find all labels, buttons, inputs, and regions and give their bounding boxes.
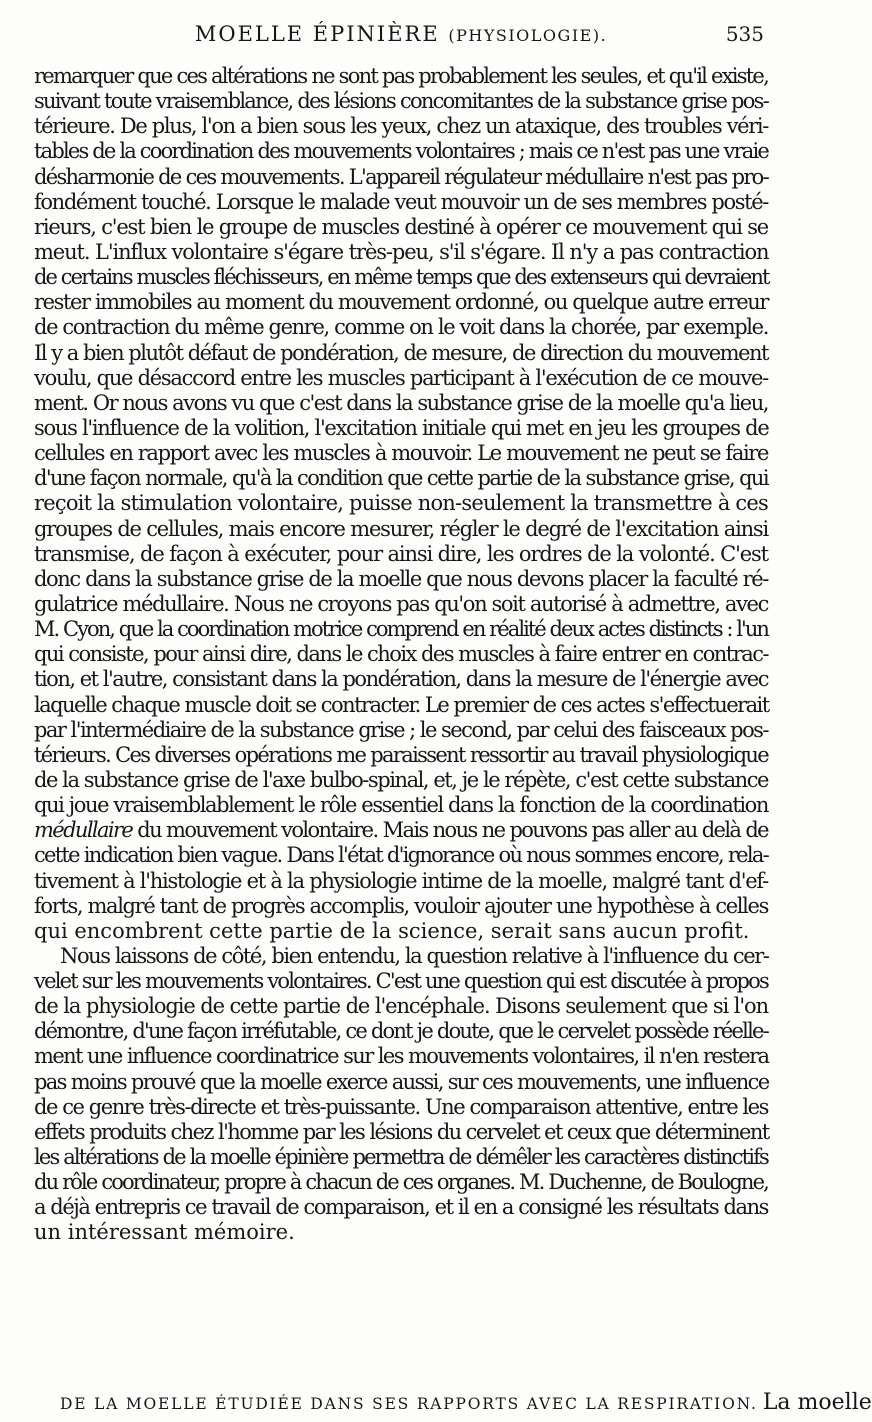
text-line: médullaire du mouvement volontaire. Mais nous ne pouvons pas aller au delà de (34, 818, 768, 843)
text-line: pas moins prouvé que la moelle exerce aussi, sur ces mouvements, une influence (34, 1069, 769, 1094)
text-line: du rôle coordinateur, propre à chacun de ces organes. M. Duchenne, de Boulogne, (34, 1170, 768, 1195)
text-line: reçoit la stimulation volontaire, puisse non-seulement la transmettre à ces (34, 491, 768, 516)
text-line: velet sur les mouvements volontaires. C'est une question qui est discutée à propos (34, 969, 768, 994)
text-line: térieurs. Ces diverses opérations me paraissent ressortir au travail physiologique (34, 742, 769, 767)
text-line: gulatrice médullaire. Nous ne croyons pas qu'on soit autorisé à admettre, avec (34, 591, 768, 616)
text-line: voulu, que désaccord entre les muscles participant à l'exécution de ce mouve- (34, 365, 768, 390)
text-line: suivant toute vraisemblance, des lésions concomitantes de la substance grise pos- (34, 89, 768, 114)
text-line: tables de la coordination des mouvements volontaires ; mais ce n'est pas une vraie (34, 139, 768, 164)
text-line: d'une façon normale, qu'à la condition que cette partie de la substance grise, qui (34, 466, 768, 491)
text-line: térieure. De plus, l'on a bien sous les yeux, chez un ataxique, des troubles véri- (34, 114, 768, 139)
text-line: rieurs, c'est bien le groupe de muscles destiné à opérer ce mouvement qui se (34, 214, 768, 239)
text-line: effets produits chez l'homme par les lésions du cervelet et ceux que déterminent (34, 1119, 769, 1144)
text-line: de contraction du même genre, comme on le voit dans la chorée, par exemple. (34, 315, 768, 340)
running-title (34, 22, 768, 46)
section-heading-rest: La moelle (762, 1390, 872, 1415)
text-line: laquelle chaque muscle doit se contracter. Le premier de ces actes s'effectuerait (34, 692, 769, 717)
text-line: de ce genre très-directe et très-puissante. Une comparaison attentive, entre les (34, 1094, 768, 1119)
text-line: fondément touché. Lorsque le malade veut mouvoir un de ses membres posté- (34, 189, 768, 214)
text-line: de la physiologie de cette partie de l'encéphale. Disons seulement que si l'on (34, 994, 768, 1019)
text-line: démontre, d'une façon irréfutable, ce dont je doute, que le cervelet possède réelle- (34, 1019, 768, 1044)
body-text (34, 64, 768, 1246)
text-line: qui joue vraisemblablement le rôle essentiel dans la fonction de la coordination (34, 793, 768, 818)
text-line: un intéressant mémoire. (34, 1220, 295, 1245)
section-heading (60, 1388, 872, 1418)
page-number: 535 (725, 22, 764, 46)
header-title: MOELLE ÉPINIÈRE (194, 22, 440, 46)
text-line: qui consiste, pour ainsi dire, dans le choix des muscles à faire entrer en contrac- (34, 642, 768, 667)
text-line: sous l'influence de la volition, l'excitation initiale qui met en jeu les groupes de (34, 415, 769, 440)
text-line: donc dans la substance grise de la moelle que nous devons placer la faculté ré- (34, 566, 768, 591)
text-line: groupes de cellules, mais encore mesurer, régler le degré de l'excitation ainsi (34, 516, 768, 541)
text-line: forts, malgré tant de progrès accomplis, vouloir ajouter une hypothèse à celles (34, 893, 768, 918)
text-line: rester immobiles au moment du mouvement ordonné, ou quelque autre erreur (34, 290, 768, 315)
text-line: cellules en rapport avec les muscles à mouvoir. Le mouvement ne peut se faire (34, 441, 768, 466)
text-line: a déjà entrepris ce travail de comparaison, et il en a consigné les résultats dans (34, 1195, 768, 1220)
text-line: les altérations de la moelle épinière permettra de démêler les caractères distinctifs (34, 1145, 768, 1170)
text-line: tivement à l'histologie et à la physiologie intime de la moelle, malgré tant d'ef- (34, 868, 768, 893)
text-line: qui encombrent cette partie de la science, serait sans aucun profit. (34, 918, 750, 943)
text-line: par l'intermédiaire de la substance grise ; le second, par celui des faisceaux pos- (34, 717, 768, 742)
text-line: meut. L'influx volontaire s'égare très-peu, s'il s'égare. Il n'y a pas contraction (34, 239, 769, 264)
text-line: tion, et l'autre, consistant dans la pondération, dans la mesure de l'énergie avec (34, 667, 768, 692)
text-line: Nous laissons de côté, bien entendu, la question relative à l'influence du cer- (60, 943, 769, 968)
paragraph-cervelet (34, 944, 768, 1246)
text-line: de certains muscles fléchisseurs, en même temps que des extenseurs qui devraient (34, 265, 769, 290)
header-subtitle: (PHYSIOLOGIE). (448, 26, 608, 45)
section-heading-caps: DE LA MOELLE ÉTUDIÉE DANS SES RAPPORTS AVEC LA RESPIRATION. (60, 1395, 758, 1413)
text-line: ment. Or nous avons vu que c'est dans la substance grise de la moelle qu'a lieu, (34, 390, 768, 415)
text-line: M. Cyon, que la coordination motrice comprend en réalité deux actes distincts : l'un (34, 617, 768, 642)
text-line: de la substance grise de l'axe bulbo-spinal, et, je le répète, c'est cette substance (34, 767, 768, 792)
paragraph-ataxia-coordination (34, 64, 768, 944)
text-line: remarquer que ces altérations ne sont pas probablement les seules, et qu'il existe, (34, 64, 768, 88)
text-line: ment une influence coordinatrice sur les mouvements volontaires, il n'en restera (34, 1044, 769, 1069)
text-line: Il y a bien plutôt défaut de pondération, de mesure, de direction du mouvement (34, 340, 768, 365)
running-head (34, 0, 768, 48)
text-line: transmise, de façon à exécuter, pour ainsi dire, les ordres de la volonté. C'est (34, 541, 768, 566)
text-line: cette indication bien vague. Dans l'état d'ignorance où nous sommes encore, rela- (34, 843, 768, 868)
italic-term: médullaire (34, 818, 133, 843)
text-line: désharmonie de ces mouvements. L'appareil régulateur médullaire n'est pas pro- (34, 164, 768, 189)
